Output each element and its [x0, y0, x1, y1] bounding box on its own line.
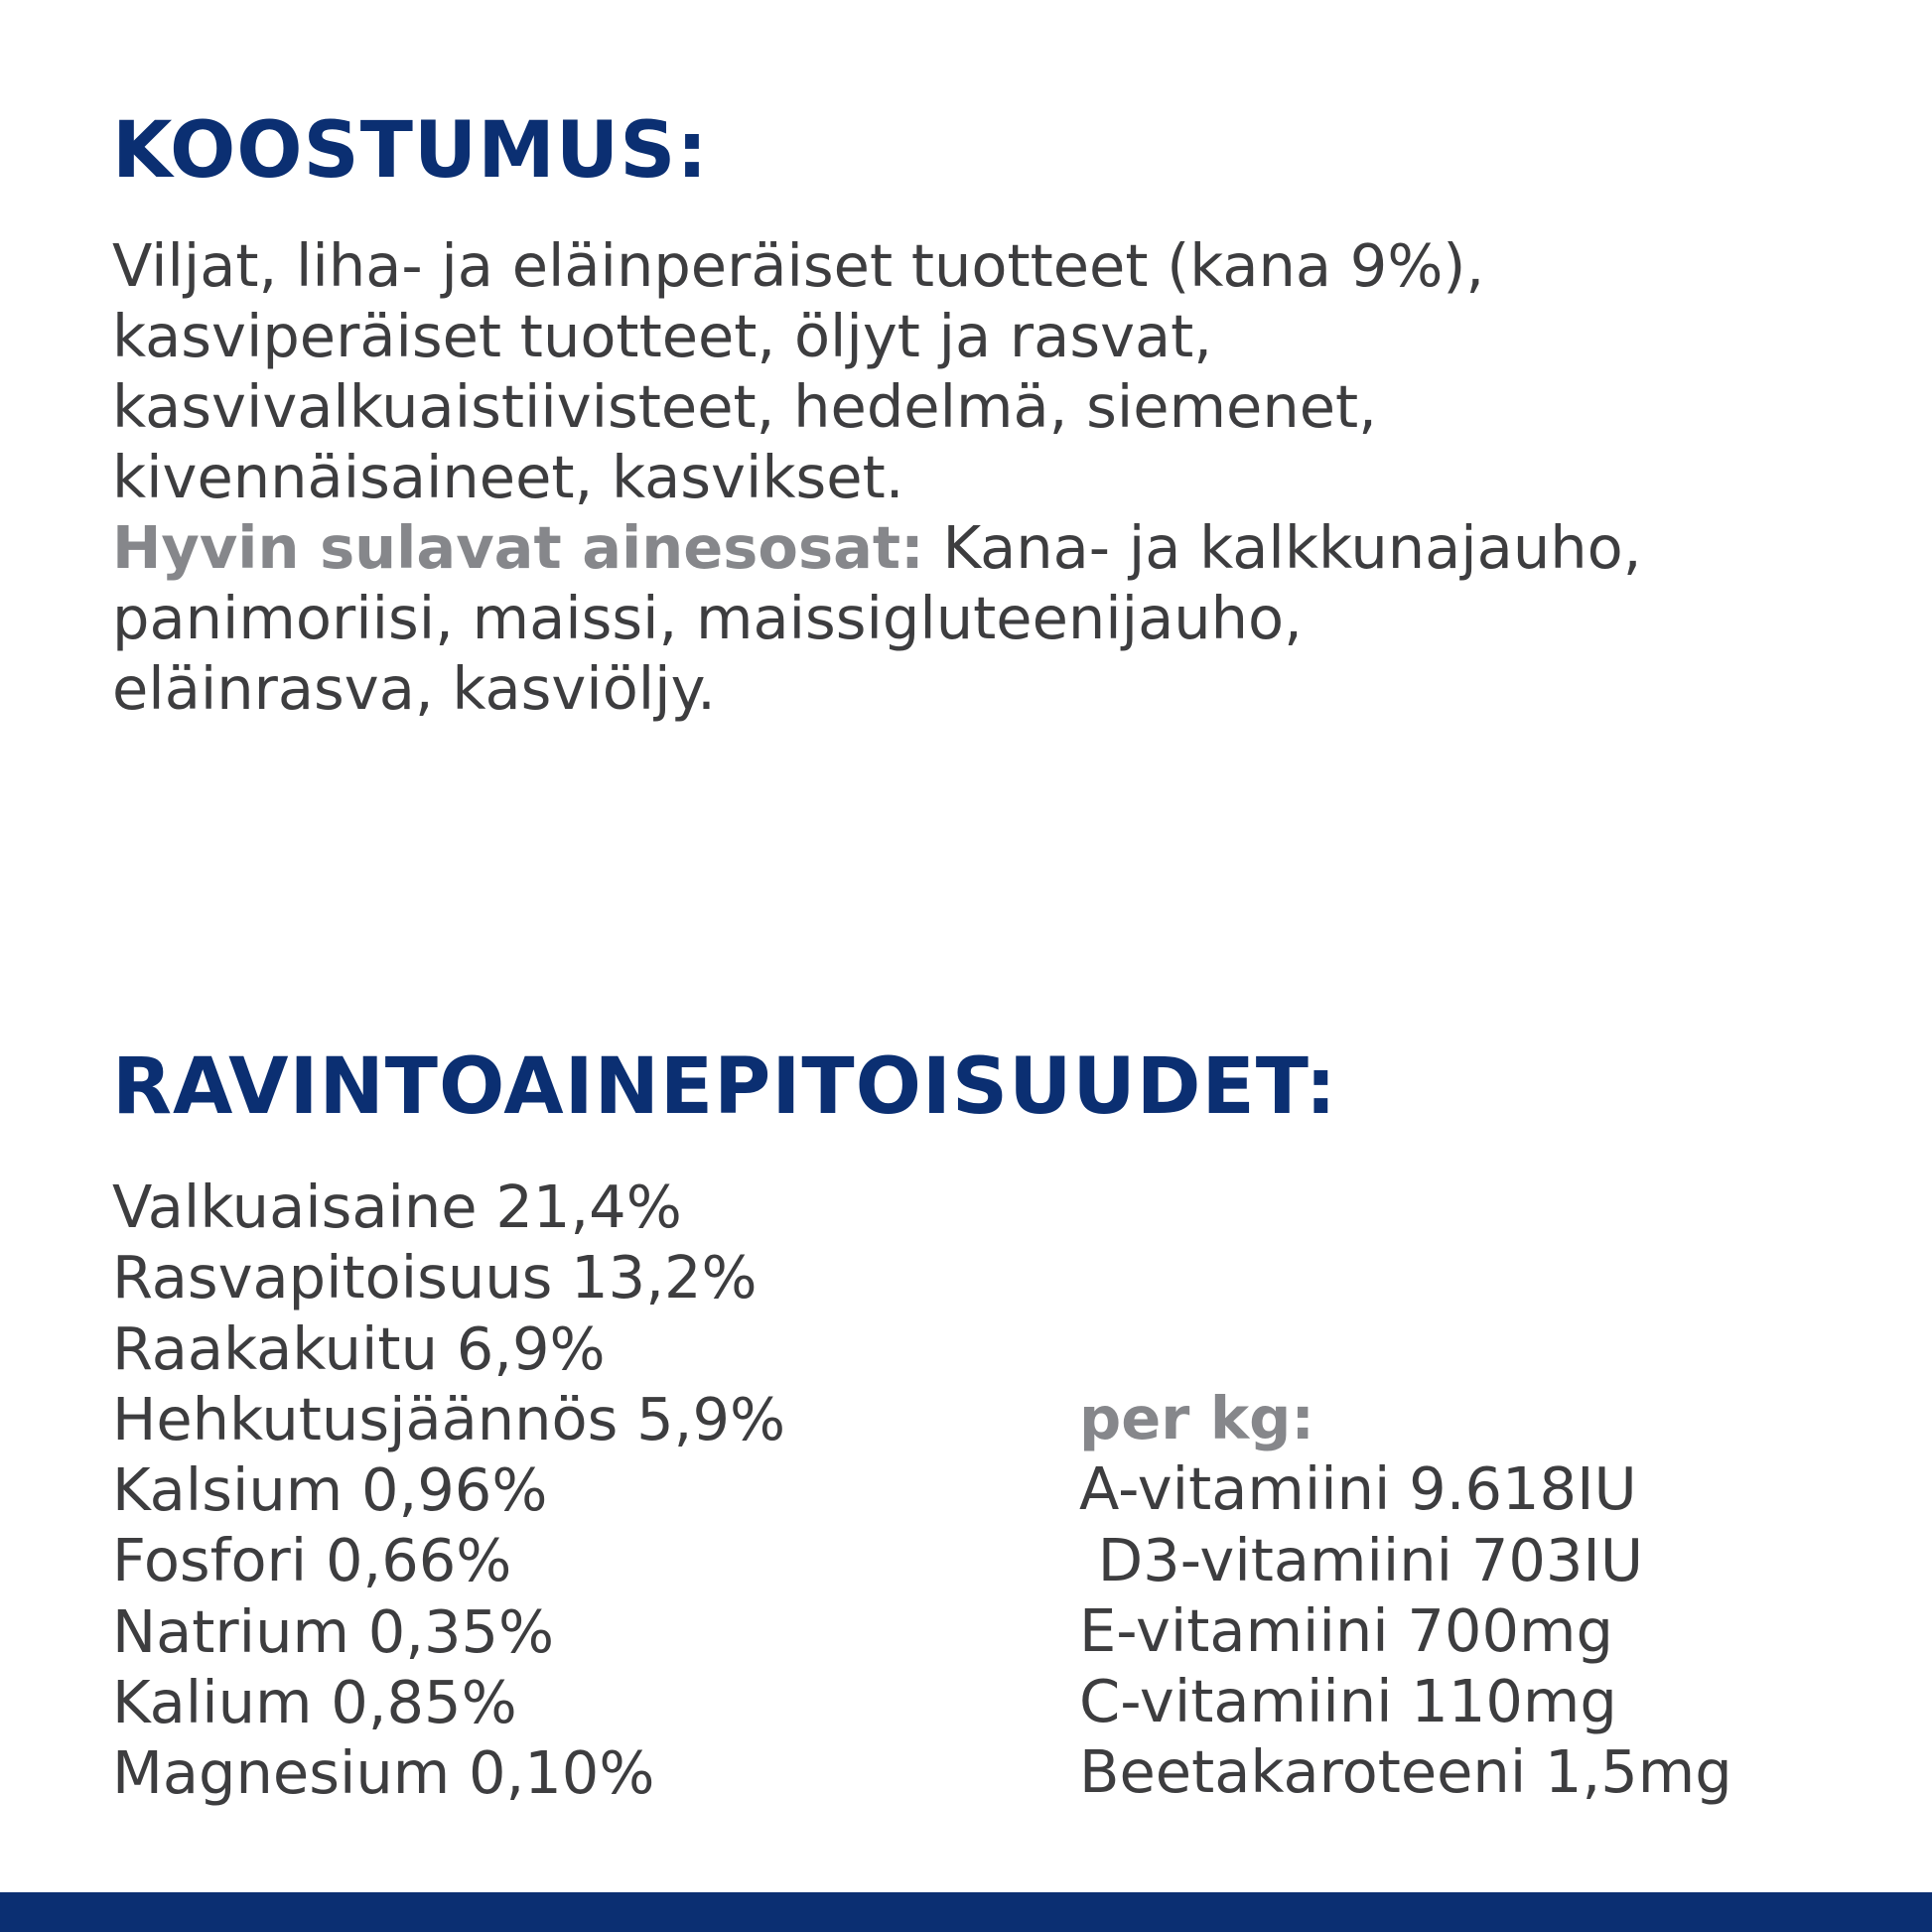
- digestible-line: panimoriisi, maissi, maissigluteenijauho,: [112, 584, 1303, 652]
- nutrient-item: Fosfori 0,66%: [112, 1526, 512, 1595]
- bottom-brand-band: [0, 1892, 1932, 1932]
- nutrient-list: [112, 1172, 785, 1809]
- composition-title: KOOSTUMUS:: [112, 106, 709, 196]
- nutrient-item: Hehkutusjäännös 5,9%: [112, 1384, 786, 1453]
- composition-line: kasviperäiset tuotteet, öljyt ja rasvat,: [112, 302, 1213, 370]
- composition-line: kivennäisaineet, kasvikset.: [112, 443, 904, 511]
- nutrient-item: Natrium 0,35%: [112, 1596, 555, 1666]
- nutrient-item: Raakakuitu 6,9%: [112, 1313, 606, 1383]
- nutrients-title: RAVINTOAINEPITOISUUDET:: [112, 1042, 1337, 1132]
- vitamin-item: E-vitamiini 700mg: [1079, 1595, 1613, 1665]
- composition-line: kasvivalkuaistiivisteet, hedelmä, siemenet,: [112, 372, 1377, 441]
- digestible-ingredients-line: [112, 512, 1879, 583]
- nutrient-item: Magnesium 0,10%: [112, 1738, 655, 1808]
- digestible-ingredients-text: Kana- ja kalkkunajauho,: [923, 513, 1642, 582]
- digestible-line: eläinrasva, kasviöljy.: [112, 654, 716, 723]
- nutrient-item: Kalium 0,85%: [112, 1668, 517, 1737]
- vitamin-item: C-vitamiini 110mg: [1079, 1667, 1617, 1736]
- per-kg-heading: per kg:: [1079, 1384, 1314, 1452]
- nutrient-item: Valkuaisaine 21,4%: [112, 1173, 682, 1241]
- composition-line: Viljat, liha- ja eläinperäiset tuotteet (kana 9%),: [112, 231, 1485, 300]
- vitamin-item: D3-vitamiini 703IU: [1079, 1525, 1644, 1594]
- vitamin-item: Beetakaroteeni 1,5mg: [1079, 1737, 1732, 1807]
- nutrient-item: Kalsium 0,96%: [112, 1455, 548, 1525]
- digestible-ingredients-label: Hyvin sulavat ainesosat:: [112, 513, 924, 582]
- composition-text: [112, 230, 1879, 724]
- per-kg-list: [1079, 1383, 1732, 1808]
- vitamin-item: A-vitamiini 9.618IU: [1079, 1454, 1637, 1524]
- nutrient-item: Rasvapitoisuus 13,2%: [112, 1243, 758, 1312]
